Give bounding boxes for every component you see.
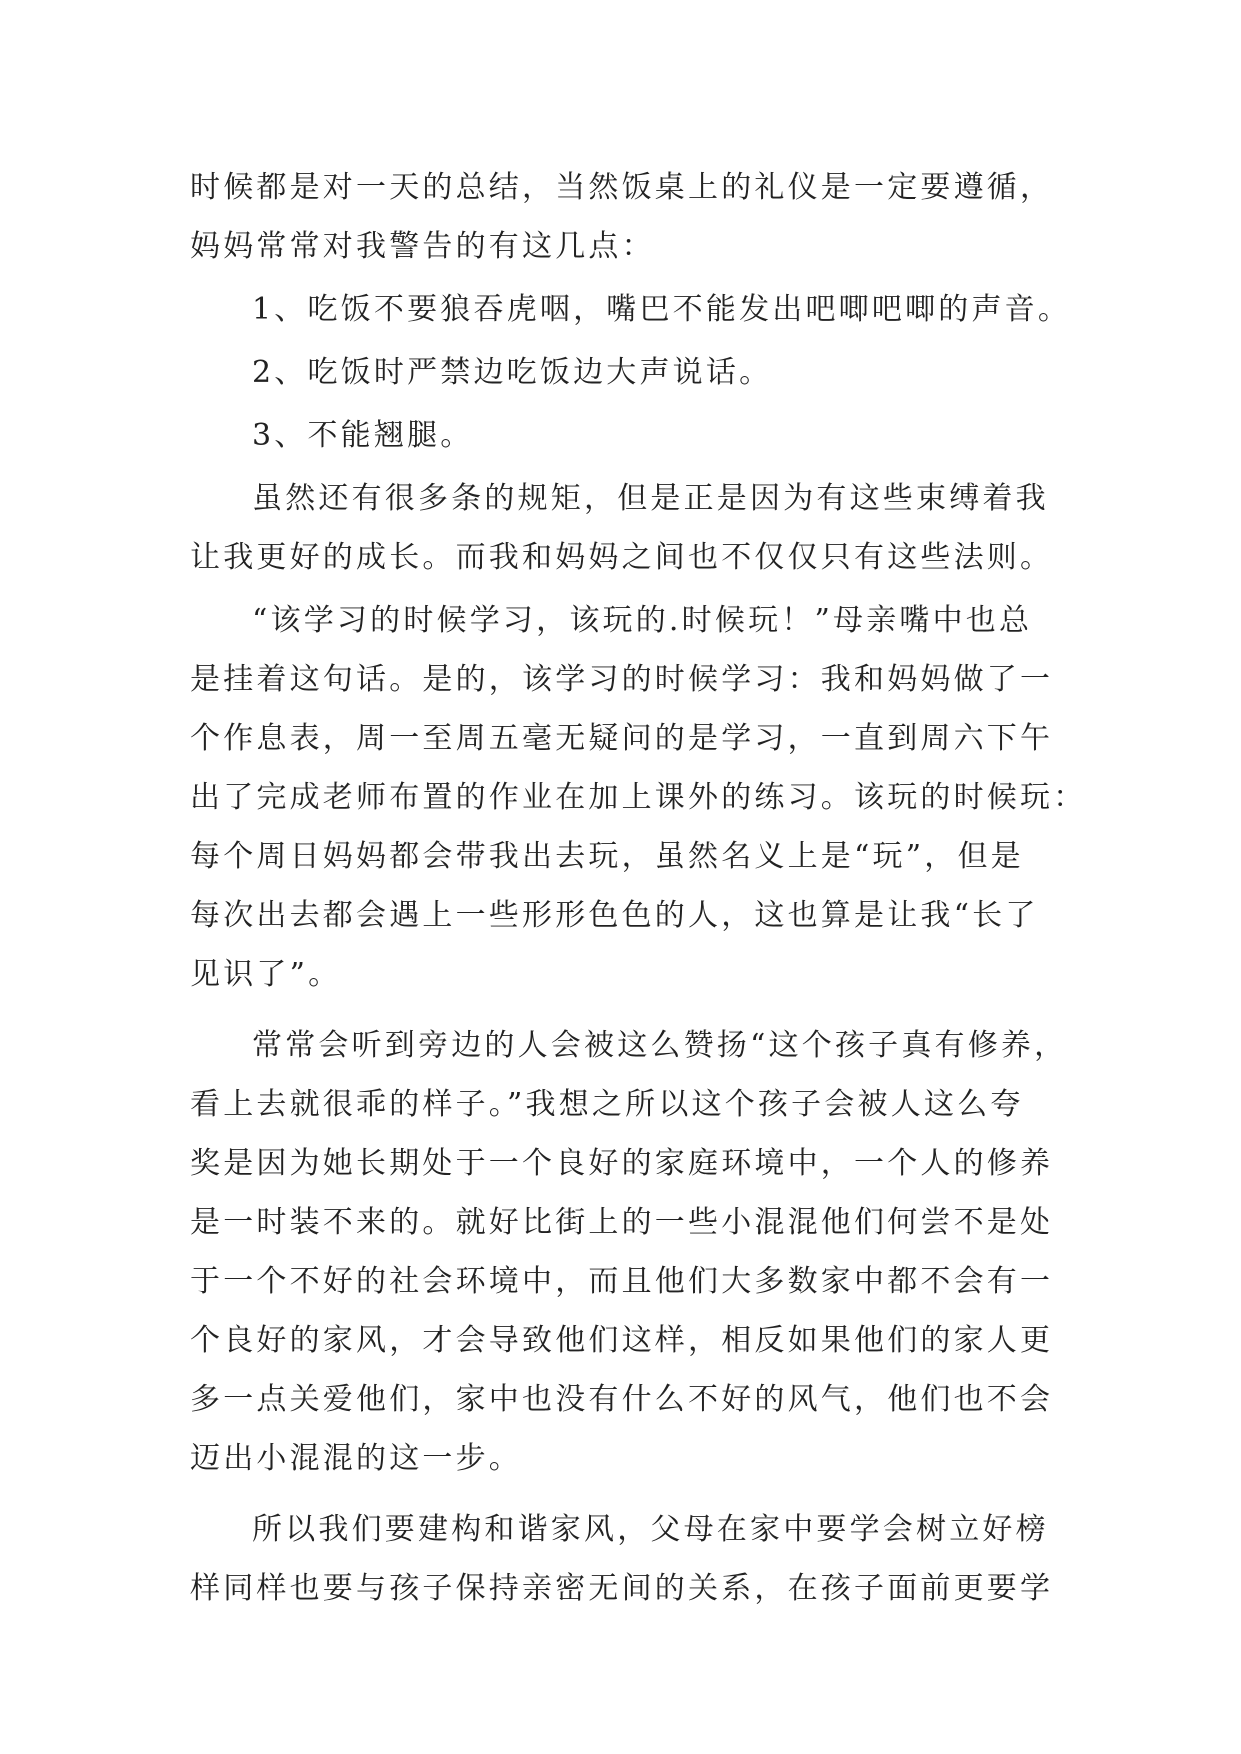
text-line: 每次出去都会遇上一些形形色色的人，这也算是让我“长了 xyxy=(190,898,1039,933)
paragraph-start: “该学习的时候学习，该玩的.时候玩！”母亲嘴中也总 xyxy=(252,603,1033,638)
paragraph-start: 所以我们要建构和谐家风，父母在家中要学会树立好榜 xyxy=(252,1512,1049,1547)
text-line: 多一点关爱他们，家中也没有什么不好的风气，他们也不会 xyxy=(190,1382,1054,1417)
text-line: 让我更好的成长。而我和妈妈之间也不仅仅只有这些法则。 xyxy=(190,540,1054,575)
list-item: 1、吃饭不要狼吞虎咽，嘴巴不能发出吧唧吧唧的声音。 xyxy=(252,292,1072,327)
text-line: 个作息表，周一至周五毫无疑问的是学习，一直到周六下午 xyxy=(190,721,1054,756)
text-line: 样同样也要与孩子保持亲密无间的关系，在孩子面前更要学 xyxy=(190,1571,1054,1606)
text-line: 出了完成老师布置的作业在加上课外的练习。该玩的时候玩： xyxy=(190,780,1087,815)
text-line: 见识了”。 xyxy=(190,957,342,992)
text-line: 是挂着这句话。是的，该学习的时候学习：我和妈妈做了一 xyxy=(190,662,1054,697)
text-line: 迈出小混混的这一步。 xyxy=(190,1441,522,1476)
list-item: 3、不能翘腿。 xyxy=(252,418,474,453)
text-line: 个良好的家风，才会导致他们这样，相反如果他们的家人更 xyxy=(190,1323,1054,1358)
text-line: 时候都是对一天的总结，当然饭桌上的礼仪是一定要遵循， xyxy=(190,170,1054,205)
text-line: 妈妈常常对我警告的有这几点： xyxy=(190,229,655,264)
document-body xyxy=(190,158,1087,1618)
paragraph-start: 常常会听到旁边的人会被这么赞扬“这个孩子真有修养， xyxy=(252,1028,1068,1063)
text-line: 是一时装不来的。就好比街上的一些小混混他们何尝不是处 xyxy=(190,1205,1054,1240)
text-line: 奖是因为她长期处于一个良好的家庭环境中，一个人的修养 xyxy=(190,1146,1054,1181)
text-line: 每个周日妈妈都会带我出去玩，虽然名义上是“玩”，但是 xyxy=(190,839,1024,874)
paragraph-start: 虽然还有很多条的规矩，但是正是因为有这些束缚着我 xyxy=(252,481,1049,516)
list-item: 2、吃饭时严禁边吃饭边大声说话。 xyxy=(252,355,773,390)
text-line: 于一个不好的社会环境中，而且他们大多数家中都不会有一 xyxy=(190,1264,1054,1299)
text-line: 看上去就很乖的样子。”我想之所以这个孩子会被人这么夸 xyxy=(190,1087,1024,1122)
